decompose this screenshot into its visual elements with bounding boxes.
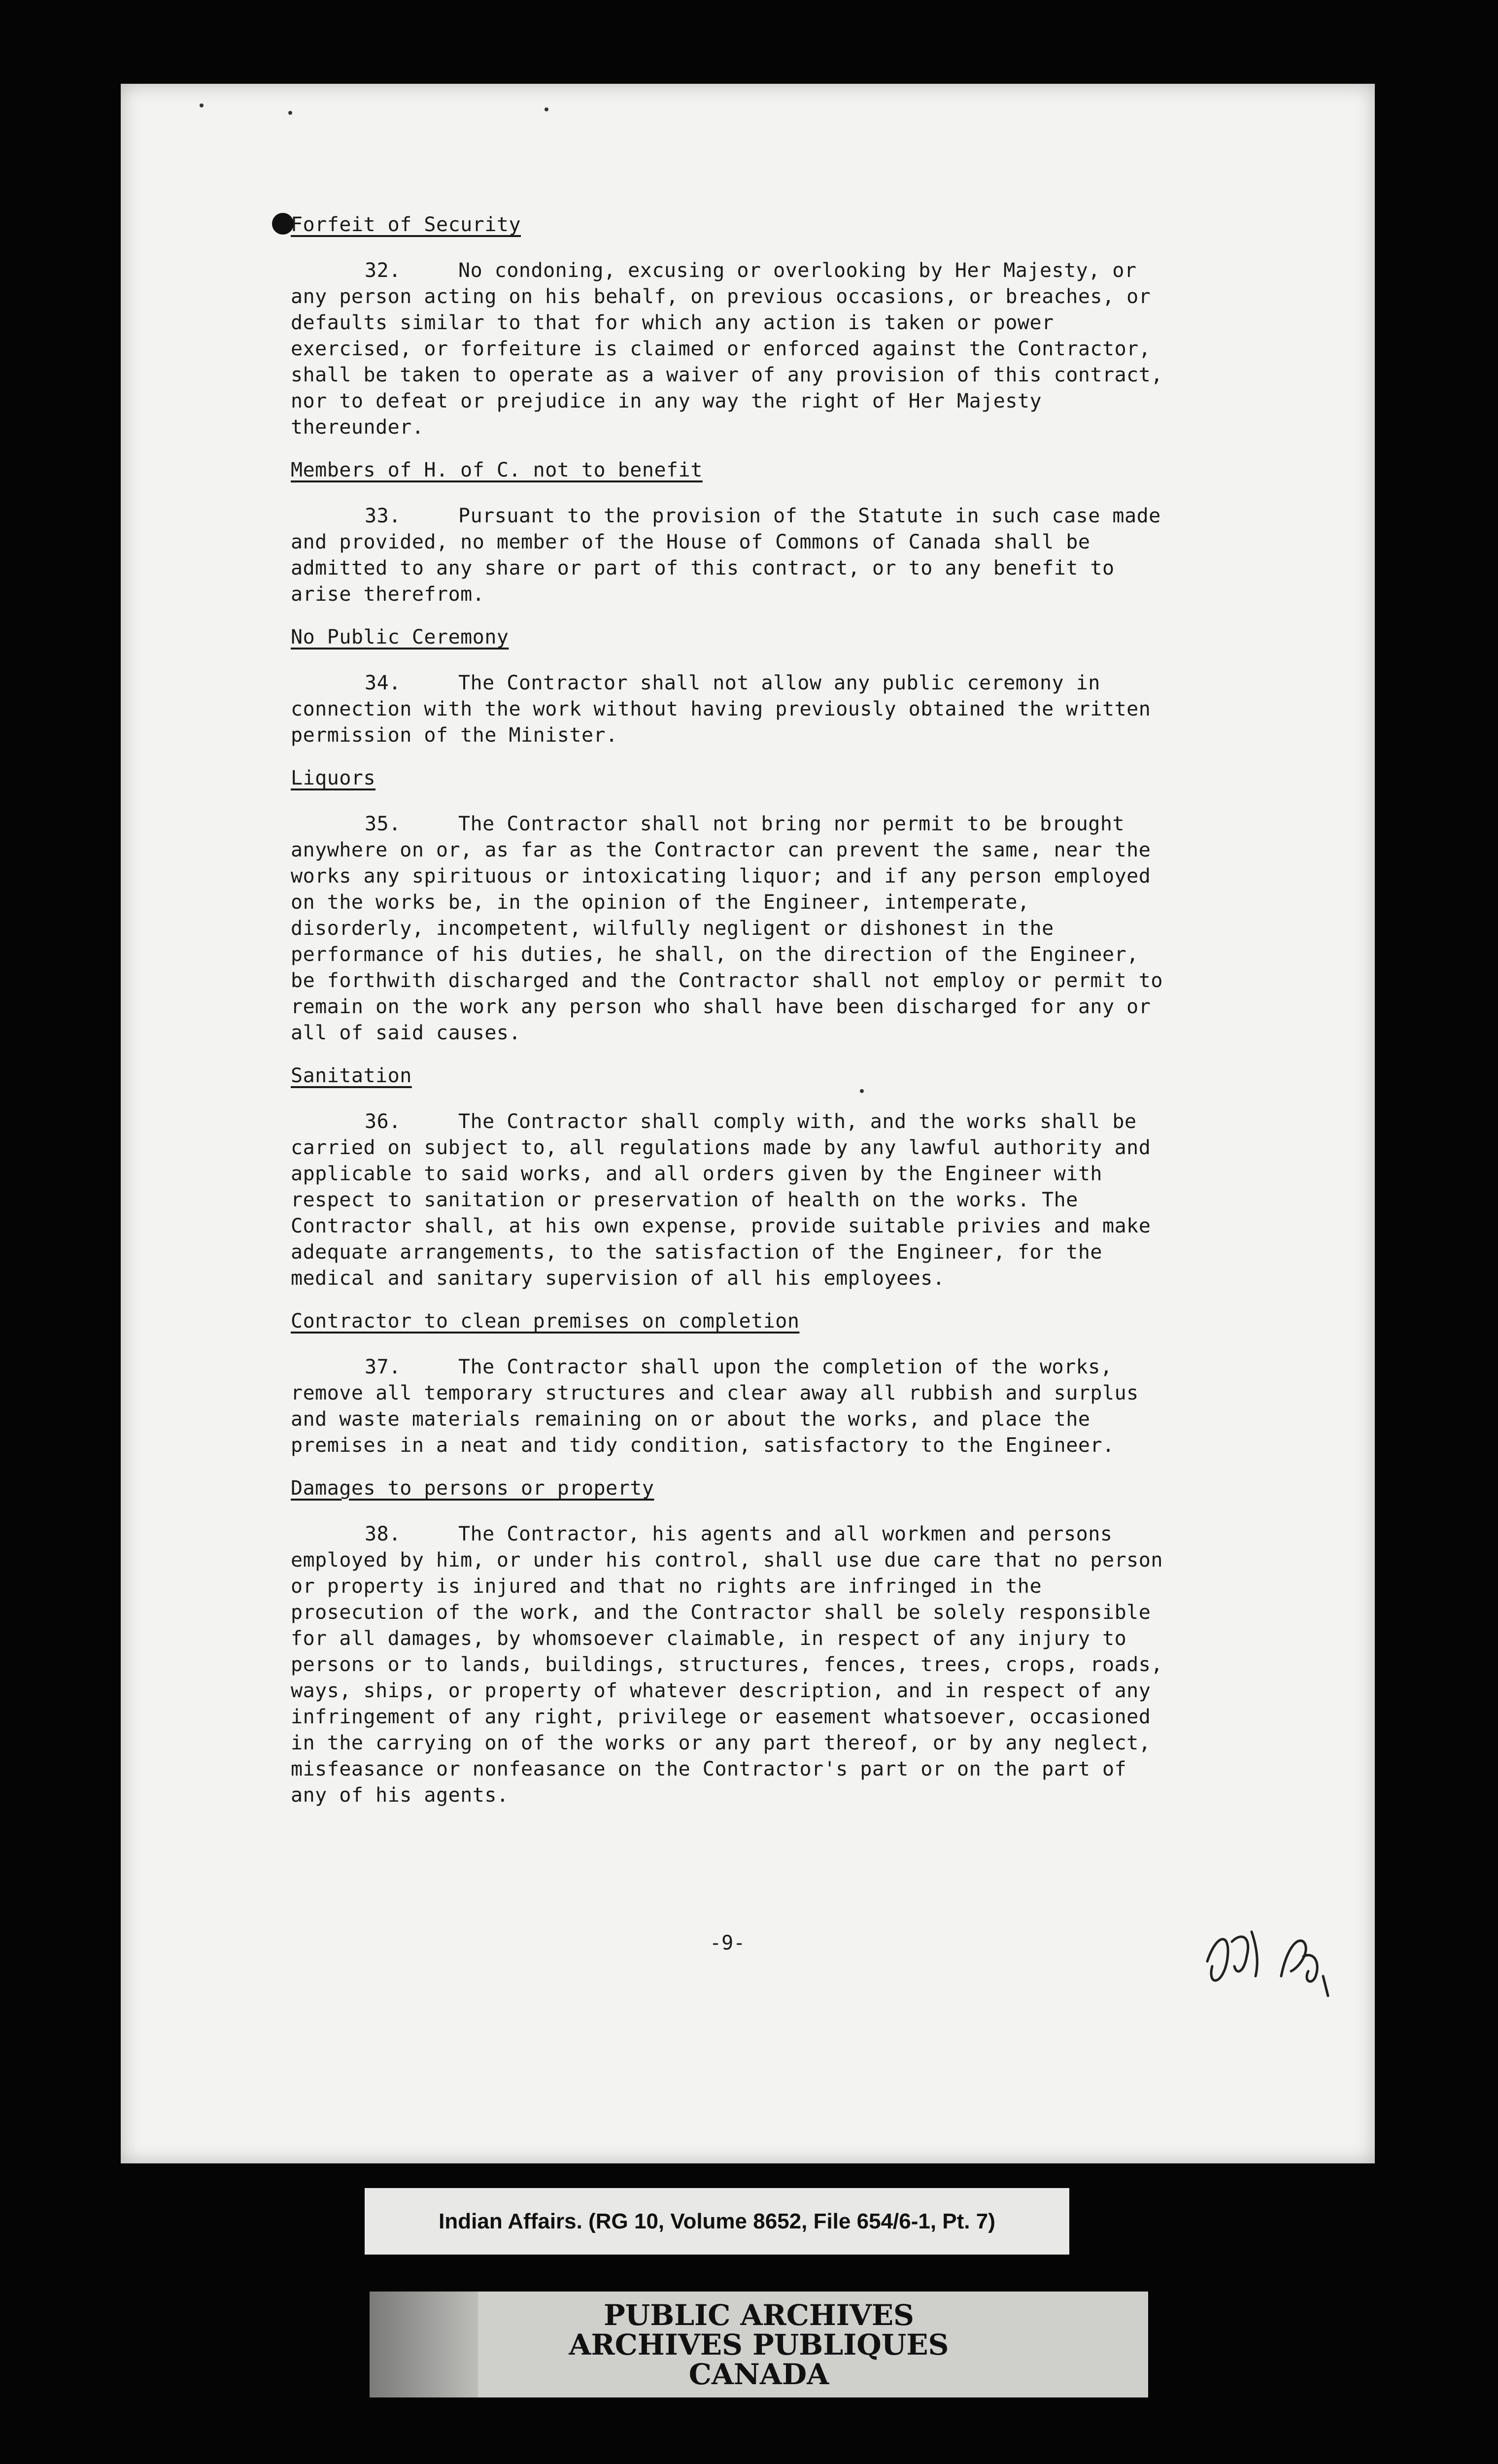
section-heading-wrap — [291, 457, 1168, 483]
clause-number: 36. — [365, 1110, 401, 1133]
speck — [545, 107, 548, 111]
section-heading-wrap — [291, 1308, 1168, 1335]
section-heading-wrap — [291, 765, 1168, 791]
clause-number: 32. — [365, 259, 401, 282]
section-heading: Liquors — [291, 767, 376, 789]
archives-stamp — [370, 2292, 1148, 2397]
clause-text: The Contractor shall not bring nor permit to be brought anywhere on or, as far as the Contractor can prevent the same, near the works any spirituous or intoxicating liquor; and if any person employed on the works be, in the opinion of the Engineer, intemperate, disorderly, incompetent, wilfully negligent or dishonest in the performance of his duties, he shall, on the direction of the Engineer, be forthwith discharged and the Contractor shall not employ or permit to remain on the work any person who shall have been discharged for any or all of said causes. — [291, 813, 1175, 1044]
stamp-edge — [370, 2292, 478, 2397]
clause-paragraph — [291, 503, 1173, 608]
clause-number: 33. — [365, 505, 401, 527]
clause-paragraph — [291, 1521, 1175, 1809]
page-number: -9- — [710, 1932, 746, 1954]
section-heading-wrap — [291, 1063, 1168, 1089]
handwritten-initials — [1197, 1902, 1345, 2001]
clause-paragraph — [291, 811, 1175, 1046]
section-heading: Members of H. of C. not to benefit — [291, 459, 703, 481]
clause-paragraph — [291, 670, 1168, 749]
section-heading: Damages to persons or property — [291, 1477, 654, 1500]
clause-text: No condoning, excusing or overlooking by Her Majesty, or any person acting on his behalf, on previous occasions, or breaches, or defaults similar to that for which any action is taken or power exercised, or forfeiture is claimed or enforced against the Contractor, shall be taken to operate as a waiver of any provision of this contract, nor to defeat or prejudice in any way the right of Her Majesty thereunder. — [291, 259, 1175, 439]
speck — [200, 103, 204, 107]
section-heading: Sanitation — [291, 1064, 412, 1087]
section-heading: Forfeit of Security — [291, 213, 521, 236]
document-body — [291, 212, 1175, 1817]
section-heading-wrap — [291, 624, 1168, 650]
clause-paragraph — [291, 1354, 1168, 1459]
clause-text: The Contractor shall comply with, and the works shall be carried on subject to, all regulations made by any lawful authority and applicable to said works, and all orders given by the Engineer with respect to sanitation or preservation of health on the works. The Contractor shall, at his own expense, provide suitable privies and make adequate arrangements, to the satisfaction of the Engineer, for the medical and sanitary supervision of all his employees. — [291, 1110, 1163, 1290]
clause-text: Pursuant to the provision of the Statute in such case made and provided, no member of the House of Commons of Canada shall be admitted to any share or part of this contract, or to any benefit to arise therefrom. — [291, 505, 1173, 606]
clause-text: The Contractor, his agents and all workmen and persons employed by him, or under his control, shall use due care that no person or property is injured and that no rights are infringed in the prosecution of the work, and the Contractor shall be solely responsible for all damages, by whomsoever claimable, in respect of any injury to persons or to lands, buildings, structures, fences, trees, crops, roads, ways, ships, or property of whatever description, and in respect of any infringement of any right, privilege or easement whatsoever, occasioned in the carrying on of the works or any part thereof, or by any neglect, misfeasance or nonfeasance on the Contractor's part or on the part of any of his agents. — [291, 1523, 1175, 1807]
section-heading-wrap — [291, 1475, 1168, 1502]
clause-paragraph — [291, 1109, 1168, 1292]
speck — [288, 111, 292, 115]
clause-paragraph — [291, 258, 1175, 441]
clause-number: 34. — [365, 672, 401, 694]
archive-caption: Indian Affairs. (RG 10, Volume 8652, File 654/6-1, Pt. 7) — [365, 2188, 1069, 2255]
section-heading: Contractor to clean premises on completion — [291, 1310, 800, 1333]
section-heading-wrap — [291, 212, 1168, 238]
clause-text: The Contractor shall not allow any public ceremony in connection with the work without having previously obtained the written permission of the Minister. — [291, 672, 1163, 747]
clause-number: 37. — [365, 1356, 401, 1378]
stamp-line-3: CANADA — [688, 2357, 829, 2391]
stamp-line-2: ARCHIVES PUBLIQUES — [569, 2327, 949, 2361]
section-heading: No Public Ceremony — [291, 626, 509, 649]
stamp-line-1: PUBLIC ARCHIVES — [604, 2298, 914, 2332]
clause-text: The Contractor shall upon the completion of the works, remove all temporary structures and clear away all rubbish and surplus and waste materials remaining on or about the works, and place the premises in a neat and tidy condition, satisfactory to the Engineer. — [291, 1356, 1151, 1457]
clause-number: 35. — [365, 813, 401, 835]
clause-number: 38. — [365, 1523, 401, 1545]
